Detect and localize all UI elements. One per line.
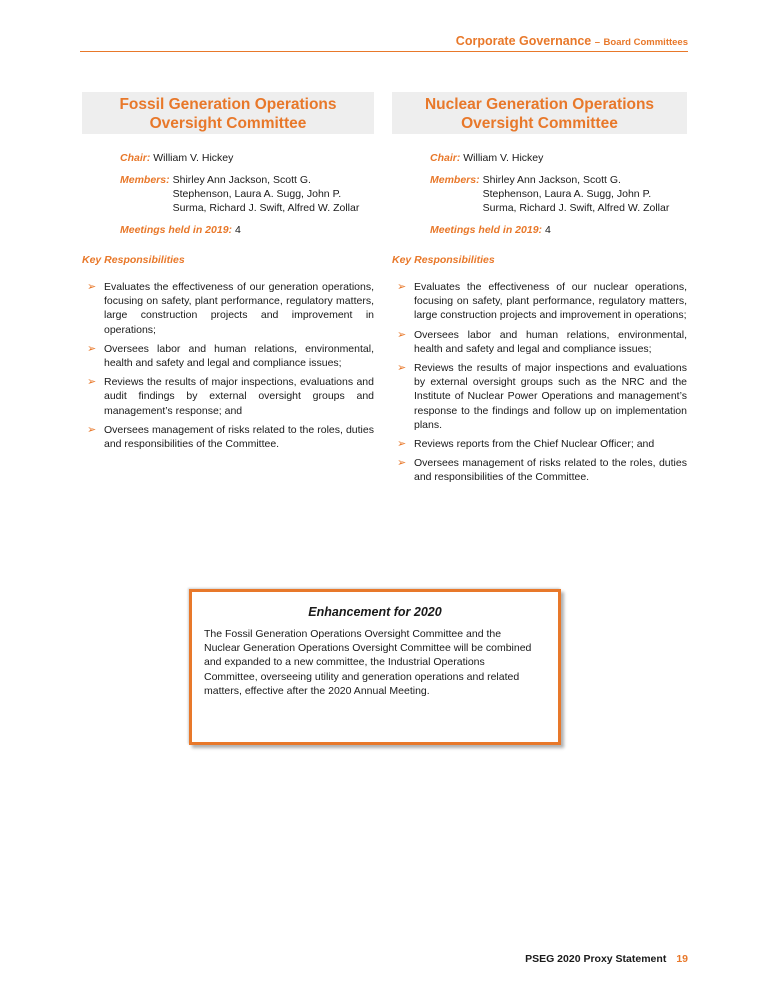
nuclear-committee-title (392, 92, 687, 134)
members-line-2: Stephenson, Laura A. Sugg, John P. (482, 188, 652, 200)
members-row (120, 173, 374, 215)
meetings-label: Meetings held in 2019: (120, 224, 233, 236)
meetings-row (430, 223, 687, 237)
members-row (430, 173, 687, 215)
enhancement-title: Enhancement for 2020 (308, 605, 442, 619)
committee-info (430, 151, 687, 237)
header-subsection: Board Committees (603, 37, 688, 48)
key-responsibilities-heading: Key Responsibilities (392, 254, 495, 266)
members-value (483, 173, 687, 215)
list-item-text: Reviews the results of major inspections and evaluations by external oversight groups such as the NRC and the Institute of Nuclear Power Operations and management’s response to the findings and follow up on implementation plans. (414, 362, 687, 431)
arrow-right-icon: ➢ (87, 376, 97, 389)
members-line-3: Surma, Richard J. Swift, Alfred W. Zollar (482, 202, 670, 214)
list-item (82, 280, 374, 337)
chair-label: Chair: (120, 152, 151, 164)
list-item (392, 456, 687, 484)
arrow-right-icon: ➢ (87, 423, 97, 436)
responsibilities-list (82, 280, 374, 451)
enhancement-body: The Fossil Generation Operations Oversight Committee and the Nuclear Generation Operations Oversight Committee will be combined and expanded to a new committee, the Industrial Operations Committee, overseeing utility and generation operations and related matters, effective after the 2020 Annual Meeting. (204, 628, 532, 697)
page-header (80, 34, 688, 48)
page-number: 19 (676, 953, 688, 965)
key-responsibilities-heading: Key Responsibilities (82, 254, 185, 266)
chair-label: Chair: (430, 152, 461, 164)
fossil-committee-title (82, 92, 374, 134)
list-item-text: Reviews the results of major inspections, evaluations and audit findings by external oversight groups and management’s response; and (104, 376, 374, 417)
members-label: Members: (120, 174, 170, 186)
members-line-2: Stephenson, Laura A. Sugg, John P. (172, 188, 342, 200)
responsibilities-list (392, 280, 687, 485)
members-line-3: Surma, Richard J. Swift, Alfred W. Zollar (172, 202, 360, 214)
header-section: Corporate Governance (455, 34, 592, 48)
header-divider (80, 51, 688, 52)
arrow-right-icon: ➢ (87, 281, 97, 293)
list-item (392, 280, 687, 323)
list-item (392, 437, 687, 451)
list-item-text: Evaluates the effectiveness of our generation operations, focusing on safety, plant performance, regulatory matters, large construction projects and improvement in operations; (104, 281, 374, 336)
title-line-1: Fossil Generation Operations (119, 96, 337, 113)
title-line-1: Nuclear Generation Operations (424, 96, 655, 113)
chair-row (430, 151, 687, 165)
list-item (82, 423, 374, 451)
arrow-right-icon: ➢ (397, 328, 407, 341)
header-dash: – (594, 37, 601, 48)
list-item (82, 375, 374, 418)
fossil-committee-column (82, 92, 374, 456)
meetings-value: 4 (234, 224, 241, 236)
nuclear-committee-column (392, 92, 687, 490)
arrow-right-icon: ➢ (87, 342, 97, 355)
meetings-value: 4 (544, 224, 551, 236)
chair-row (120, 151, 374, 165)
list-item-text: Evaluates the effectiveness of our nuclear operations, focusing on safety, plant performance, regulatory matters, large construction projects and improvement in operations; (414, 281, 687, 322)
list-item (392, 361, 687, 432)
arrow-right-icon: ➢ (397, 438, 407, 451)
list-item-text: Oversees labor and human relations, environmental, health and safety and legal and compliance issues; (104, 342, 374, 370)
list-item (82, 342, 374, 370)
title-line-2: Oversight Committee (149, 115, 307, 132)
chair-value: William V. Hickey (463, 152, 544, 164)
chair-value: William V. Hickey (153, 152, 234, 164)
list-item-text: Oversees management of risks related to the roles, duties and responsibilities of the Committee. (414, 457, 687, 484)
arrow-right-icon: ➢ (397, 457, 407, 470)
page-footer (525, 953, 688, 965)
meetings-row (120, 223, 374, 237)
meetings-label: Meetings held in 2019: (430, 224, 543, 236)
members-label: Members: (430, 174, 480, 186)
list-item-text: Oversees management of risks related to the roles, duties and responsibilities of the Committee. (104, 423, 374, 451)
arrow-right-icon: ➢ (397, 281, 407, 293)
list-item-text: Reviews reports from the Chief Nuclear Officer; and (414, 438, 655, 451)
members-value (173, 173, 374, 215)
list-item (392, 328, 687, 356)
list-item-text: Oversees labor and human relations, environmental, health and safety and legal and compliance issues; (414, 328, 687, 355)
members-line-1: Shirley Ann Jackson, Scott G. (172, 174, 311, 186)
enhancement-callout (189, 589, 561, 745)
title-line-2: Oversight Committee (461, 115, 618, 132)
committee-info (120, 151, 374, 237)
footer-doc-title: PSEG 2020 Proxy Statement (525, 953, 667, 965)
arrow-right-icon: ➢ (397, 362, 407, 375)
members-line-1: Shirley Ann Jackson, Scott G. (482, 174, 621, 186)
